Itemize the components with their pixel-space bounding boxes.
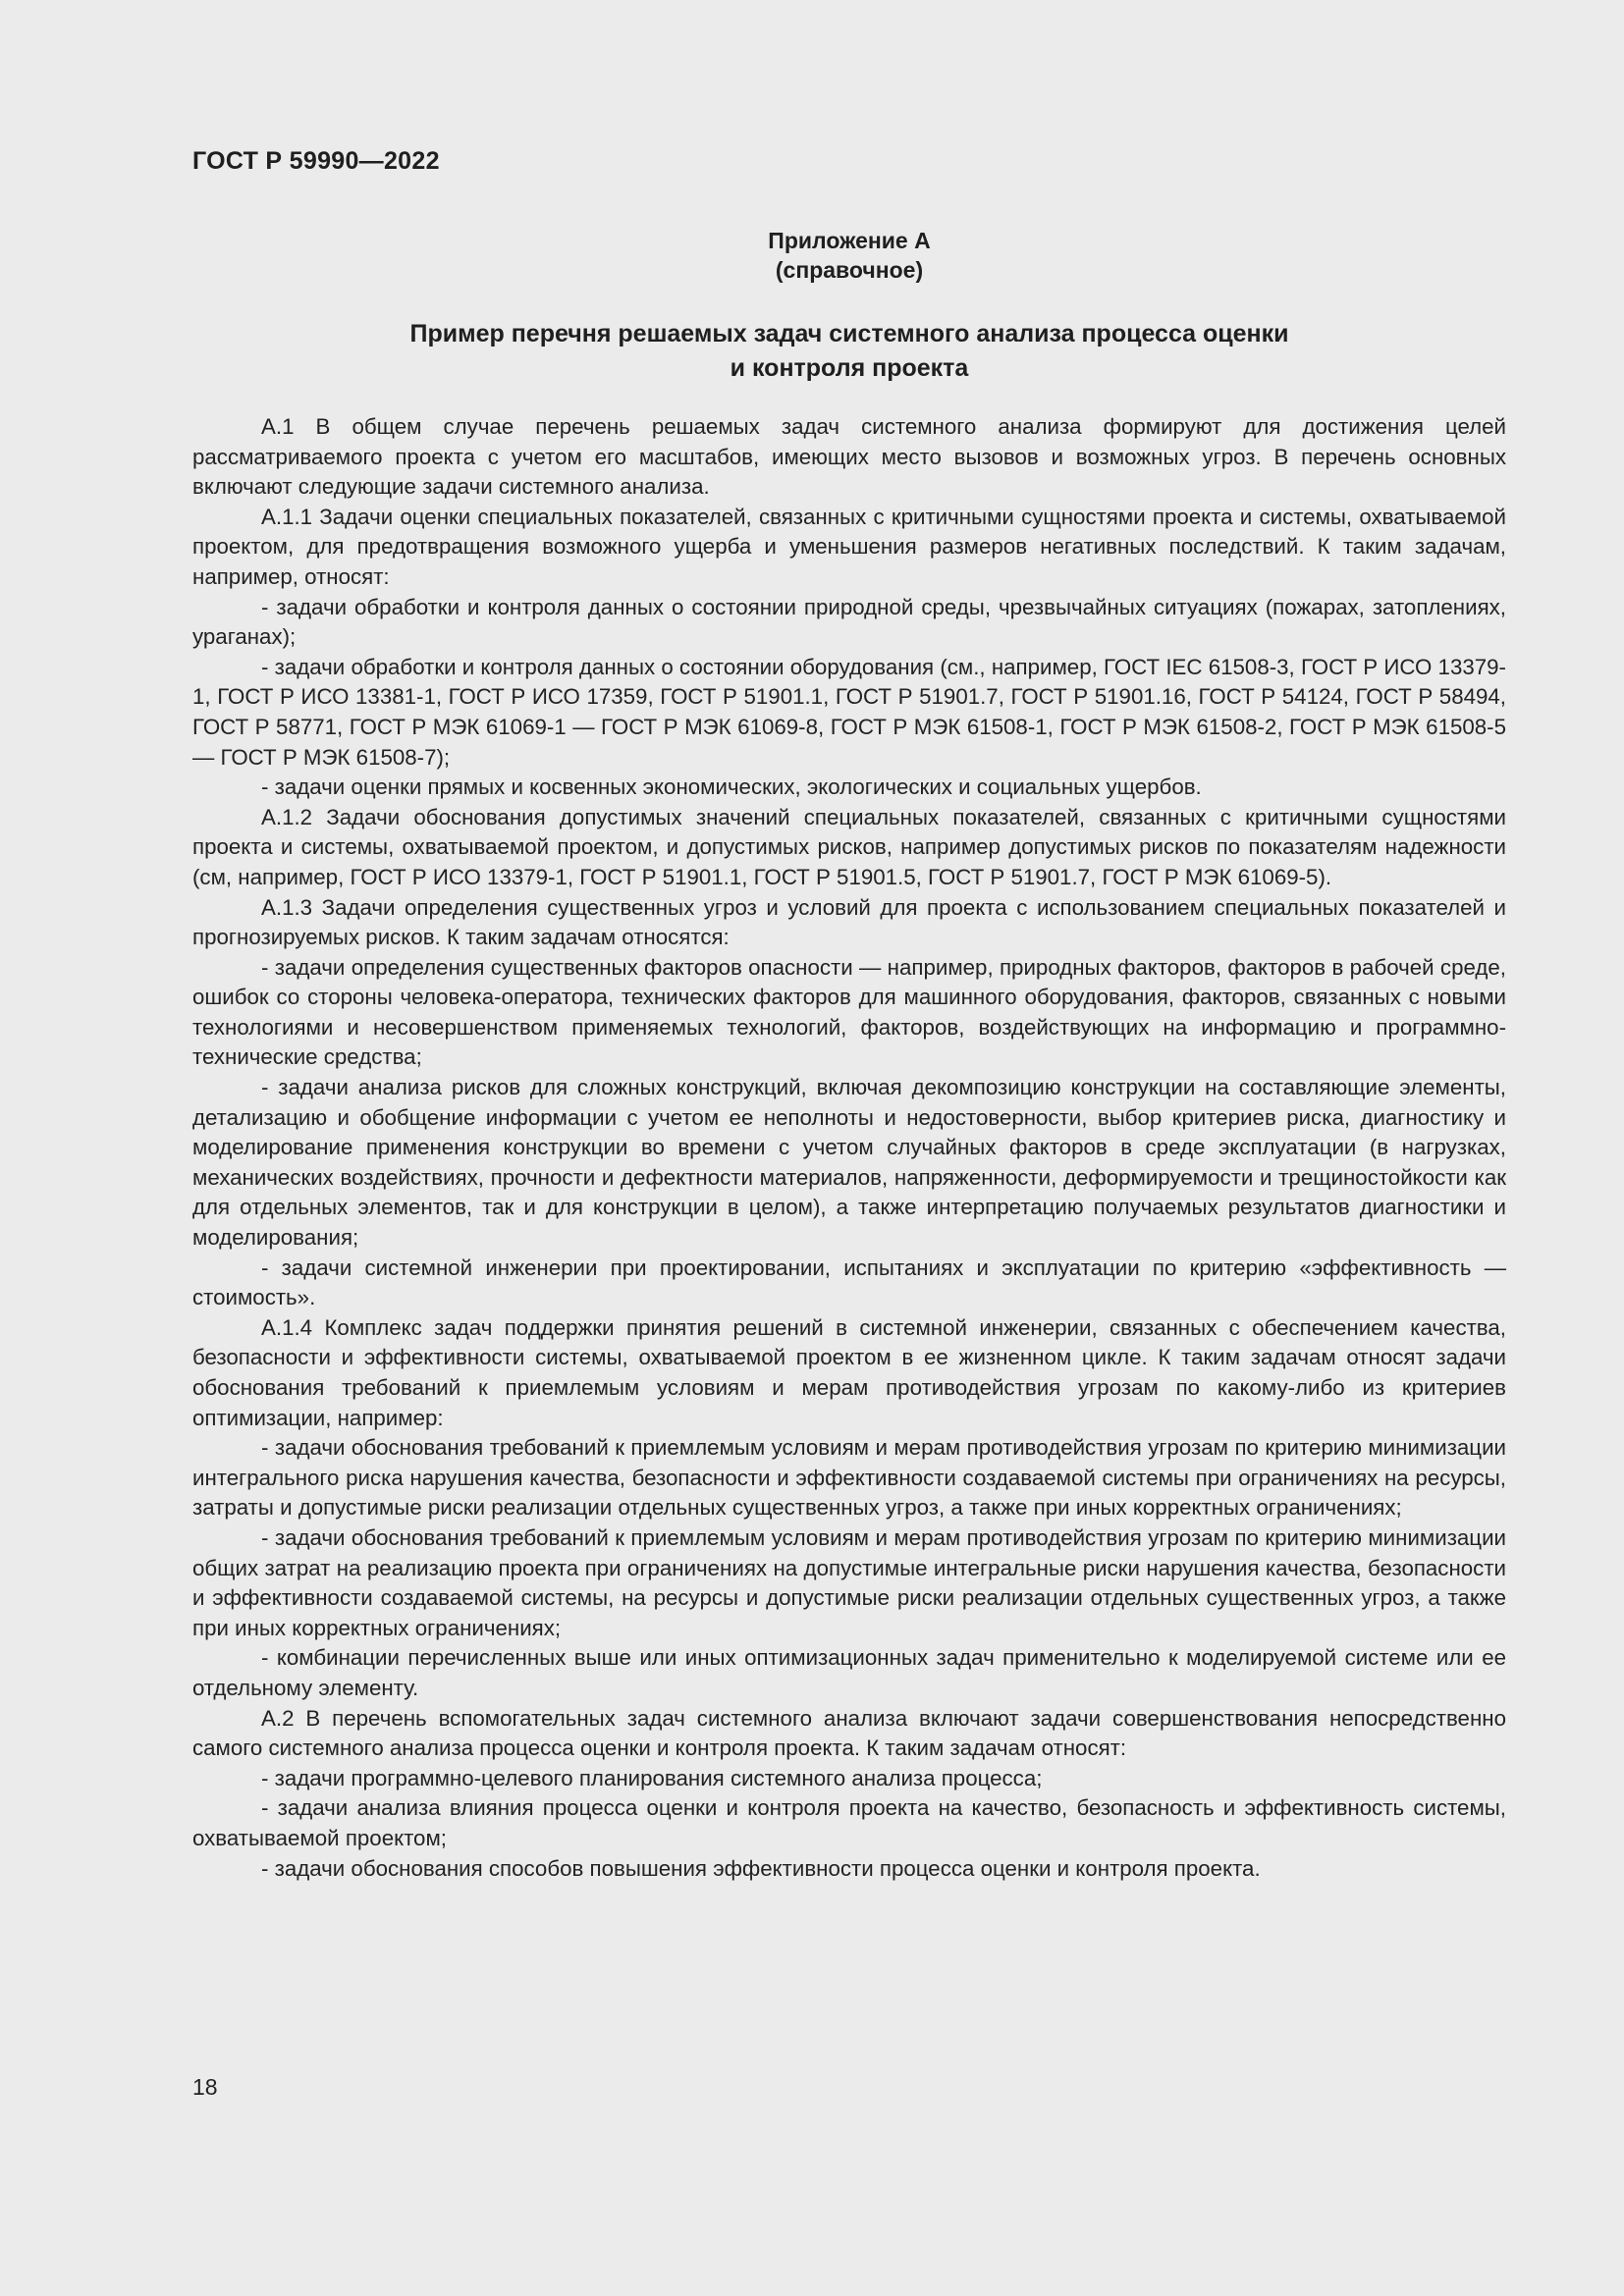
list-item: - задачи анализа влияния процесса оценки и контроля проекта на качество, безопасность и эффективность системы, охватываемой проектом; [192, 1795, 1506, 1850]
list-item: - задачи программно-целевого планирования системного анализа процесса; [261, 1765, 1043, 1790]
list-item: - задачи обоснования способов повышения эффективности процесса оценки и контроля проекта. [261, 1855, 1261, 1881]
title-line-1: Пример перечня решаемых задач системного анализа процесса оценки [409, 320, 1289, 347]
page-number: 18 [192, 2074, 218, 2100]
list-item: - задачи обоснования требований к приемлемым условиям и мерам противодействия угрозам по критерию минимизации общих затрат на реализацию проекта при ограничениях на допустимые интегральные риски нарушения качества, безопасности и эффективности создаваемой системы, на ресурсы и допустимые риски реализации отдельных существенных угроз, а также при иных корректных ограничениях; [192, 1524, 1506, 1640]
paragraph-a1-1: А.1.1 Задачи оценки специальных показателей, связанных с критичными сущностями проекта и системы, охватываемой проектом, для предотвращения возможного ущерба и уменьшения размеров негативных последствий. К таким задачам, например, относят: [192, 504, 1506, 589]
appendix-status: (справочное) [775, 257, 924, 283]
appendix-heading [192, 226, 1506, 285]
list-item: - задачи определения существенных факторов опасности — например, природных факторов, факторов в рабочей среде, ошибок со стороны человека-оператора, технических факторов для машинного оборудования, факторов, связанных с новыми технологиями и несовершенством применяемых технологий, факторов, воздействующих на информацию и программно-технические средства; [192, 954, 1506, 1070]
list-item: - задачи системной инженерии при проектировании, испытаниях и эксплуатации по критерию «эффективность — стоимость». [192, 1255, 1506, 1310]
list-item: - задачи анализа рисков для сложных конструкций, включая декомпозицию конструкции на составляющие элементы, детализацию и обобщение информации с учетом ее неполноты и недостоверности, выбор критериев риска, диагностику и моделирование применения конструкции во времени с учетом случайных факторов в среде эксплуатации (в нагрузках, механических воздействиях, прочности и дефектности материалов, напряженности, деформируемости и трещиностойкости как для отдельных элементов, так и для конструкции в целом), а также интерпретацию получаемых результатов диагностики и моделирования; [192, 1075, 1506, 1251]
list-item: - комбинации перечисленных выше или иных оптимизационных задач применительно к моделируемой системе или ее отдельному элементу. [192, 1645, 1506, 1700]
list-item: - задачи обработки и контроля данных о состоянии природной среды, чрезвычайных ситуациях (пожарах, затоплениях, ураганах); [192, 594, 1506, 650]
appendix-title [192, 317, 1506, 386]
title-line-2: и контроля проекта [730, 354, 969, 382]
paragraph-a2: А.2 В перечень вспомогательных задач системного анализа включают задачи совершенствования непосредственно самого системного анализа процесса оценки и контроля проекта. К таким задачам относят: [192, 1705, 1506, 1761]
body-text [192, 412, 1506, 1884]
list-item: - задачи оценки прямых и косвенных экономических, экологических и социальных ущербов. [261, 774, 1202, 800]
paragraph-a1-2: А.1.2 Задачи обоснования допустимых значений специальных показателей, связанных с критичными сущностями проекта и системы, охватываемой проектом, и допустимых рисков, например допустимых рисков по показателям надежности (см, например, ГОСТ Р ИСО 13379-1, ГОСТ Р 51901.1, ГОСТ Р 51901.5, ГОСТ Р 51901.7, ГОСТ Р МЭК 61069-5). [192, 804, 1506, 889]
document-header: ГОСТ Р 59990—2022 [192, 147, 440, 175]
paragraph-a1-3: А.1.3 Задачи определения существенных угроз и условий для проекта с использованием специальных показателей и прогнозируемых рисков. К таким задачам относятся: [192, 894, 1506, 950]
paragraph-a1: А.1 В общем случае перечень решаемых задач системного анализа формируют для достижения целей рассматриваемого проекта с учетом его масштабов, имеющих место вызовов и возможных угроз. В перечень основных включают следующие задачи системного анализа. [192, 414, 1506, 500]
list-item: - задачи обработки и контроля данных о состоянии оборудования (см., например, ГОСТ IEC 61508-3, ГОСТ Р ИСО 13379-1, ГОСТ Р ИСО 13381-1, ГОСТ Р ИСО 17359, ГОСТ Р 51901.1, ГОСТ Р 51901.7, ГОСТ Р 51901.16, ГОСТ Р 54124, ГОСТ Р 58494, ГОСТ Р 58771, ГОСТ Р МЭК 61069-1 — ГОСТ Р МЭК 61069-8, ГОСТ Р МЭК 61508-1, ГОСТ Р МЭК 61508-2, ГОСТ Р МЭК 61508-5 — ГОСТ Р МЭК 61508-7); [192, 654, 1506, 770]
list-item: - задачи обоснования требований к приемлемым условиям и мерам противодействия угрозам по критерию минимизации интегрального риска нарушения качества, безопасности и эффективности создаваемой системы при ограничениях на ресурсы, затраты и допустимые риски реализации отдельных существенных угроз, а также при иных корректных ограничениях; [192, 1435, 1506, 1521]
appendix-label: Приложение А [768, 228, 931, 253]
paragraph-a1-4: А.1.4 Комплекс задач поддержки принятия решений в системной инженерии, связанных с обеспечением качества, безопасности и эффективности системы, охватываемой проектом в ее жизненном цикле. К таким задачам относят задачи обоснования требований к приемлемым условиям и мерам противодействия угрозам по какому-либо из критериев оптимизации, например: [192, 1314, 1506, 1430]
